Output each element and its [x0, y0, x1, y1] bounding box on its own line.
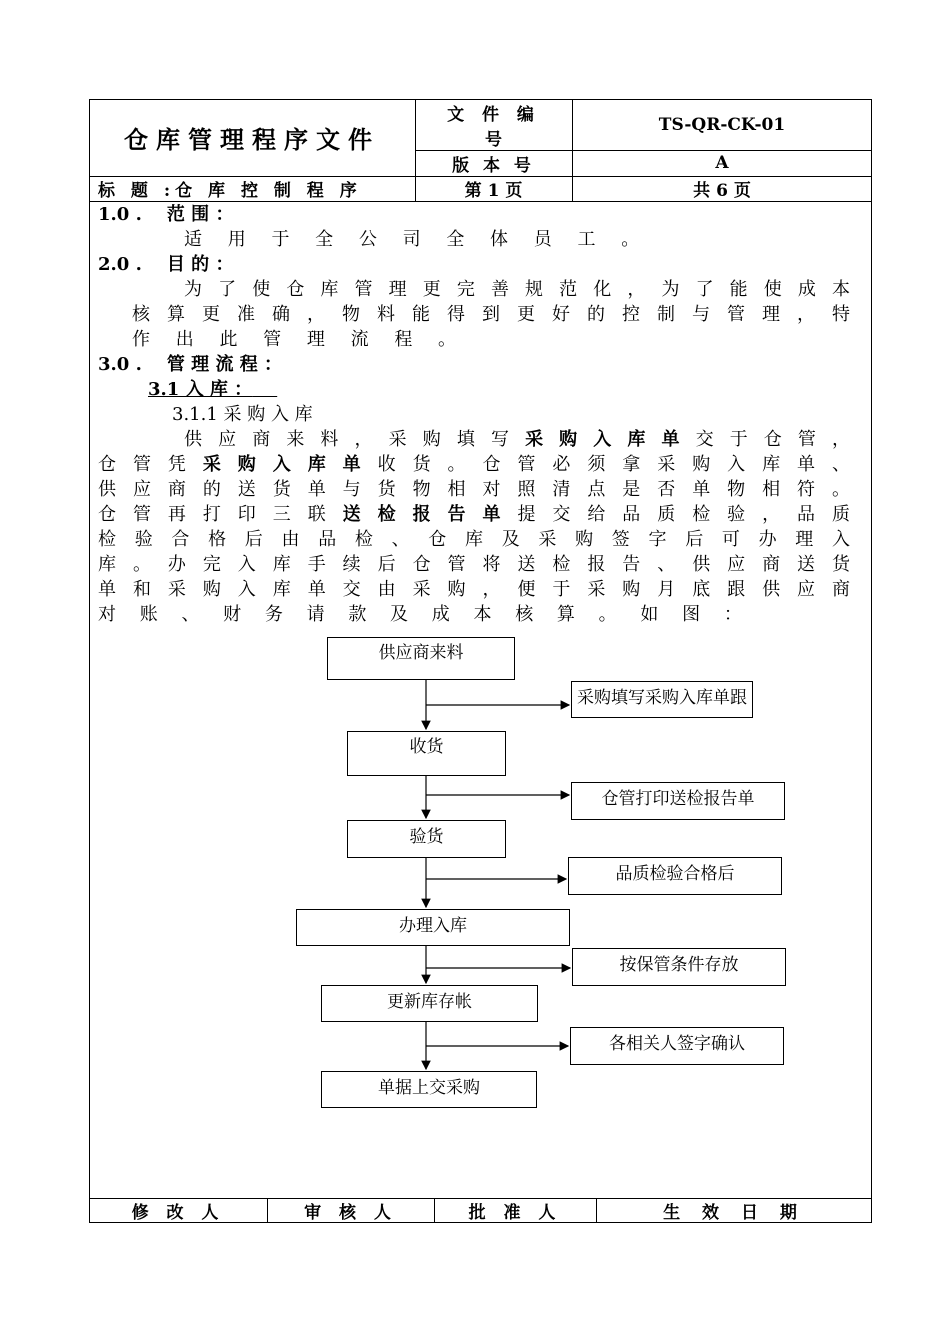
footer-effective-date: 生 效 日 期 — [663, 1203, 805, 1223]
flow-step-stock-in: 办理入库 — [296, 909, 570, 946]
file-number-label: 文 件 编 — [447, 104, 540, 125]
paragraph-line: 仓管再打印三联送检报告单提交给品质检验，品质 — [98, 504, 851, 525]
flow-note-storage-conditions: 按保管条件存放 — [572, 948, 786, 986]
paragraph-line: 供应商来料，采购填写采购入库单交于仓管， — [184, 429, 851, 450]
flow-note-purchase-order: 采购填写采购入库单跟 — [571, 681, 753, 718]
paragraph-line: 供应商的送货单与货物相对照清点是否单物相符。 — [98, 479, 850, 500]
paragraph-line: 库。办完入库手续后仓管将送检报告、供应商送货 — [98, 554, 850, 575]
flow-step-submit-documents: 单据上交采购 — [321, 1071, 537, 1108]
paragraph-line: 仓管凭采购入库单收货。仓管必须拿采购入库单、 — [98, 454, 851, 475]
flow-step-supplier-arrival: 供应商来料 — [327, 637, 515, 680]
section-1-heading: 1.0 . 范 围 ： — [98, 204, 234, 225]
paragraph-line: 检验合格后由品检、仓库及采购签字后可办理入 — [98, 529, 850, 550]
paragraph-line: 单和采购入库单交由采购，便于采购月底跟供应商 — [98, 579, 850, 600]
version-value: A — [715, 153, 729, 173]
document-title: 仓库管理程序文件 — [124, 125, 380, 154]
footer-modifier: 修 改 人 — [131, 1203, 225, 1223]
flow-note-sign-confirmation: 各相关人签字确认 — [570, 1027, 784, 1065]
flow-step-update-ledger: 更新库存帐 — [321, 985, 538, 1022]
footer-approver: 批 准 人 — [468, 1203, 562, 1223]
section-3-1-heading: 3.1 入 库 ： — [148, 379, 253, 400]
footer-reviewer: 审 核 人 — [304, 1203, 397, 1223]
section-2-heading: 2.0 . 目 的 ： — [98, 254, 234, 275]
flow-note-print-inspection-report: 仓管打印送检报告单 — [571, 782, 785, 820]
flow-step-receive: 收货 — [347, 731, 506, 776]
section-2-line: 为了使仓库管理更完善规范化，为了能使成本 — [184, 279, 850, 300]
file-number-value: TS-QR-CK-01 — [658, 114, 786, 135]
section-3-heading: 3.0 . 管 理 流 程 ： — [98, 354, 282, 375]
section-2-line: 作 出 此 管 理 流 程 。 — [132, 329, 467, 350]
page-total: 共 6 页 — [693, 181, 751, 201]
section-3-1-1-heading: 3.1.1 采 购 入 库 — [172, 404, 313, 425]
paragraph-line: 对 账 、 财 务 请 款 及 成 本 核 算 。 如 图 ： — [98, 604, 751, 625]
file-number-label-cont: 号 — [485, 130, 502, 150]
subject-title: 标 题 :仓 库 控 制 程 序 — [98, 181, 362, 201]
section-2-line: 核算更准确，物料能得到更好的控制与管理，特 — [132, 304, 850, 325]
version-label: 版 本 号 — [452, 155, 535, 176]
section-1-body: 适 用 于 全 公 司 全 体 员 工 。 — [184, 229, 650, 250]
flow-note-quality-passed: 品质检验合格后 — [568, 857, 782, 895]
flow-step-inspect: 验货 — [347, 820, 506, 858]
page-number: 第 1 页 — [464, 181, 523, 201]
